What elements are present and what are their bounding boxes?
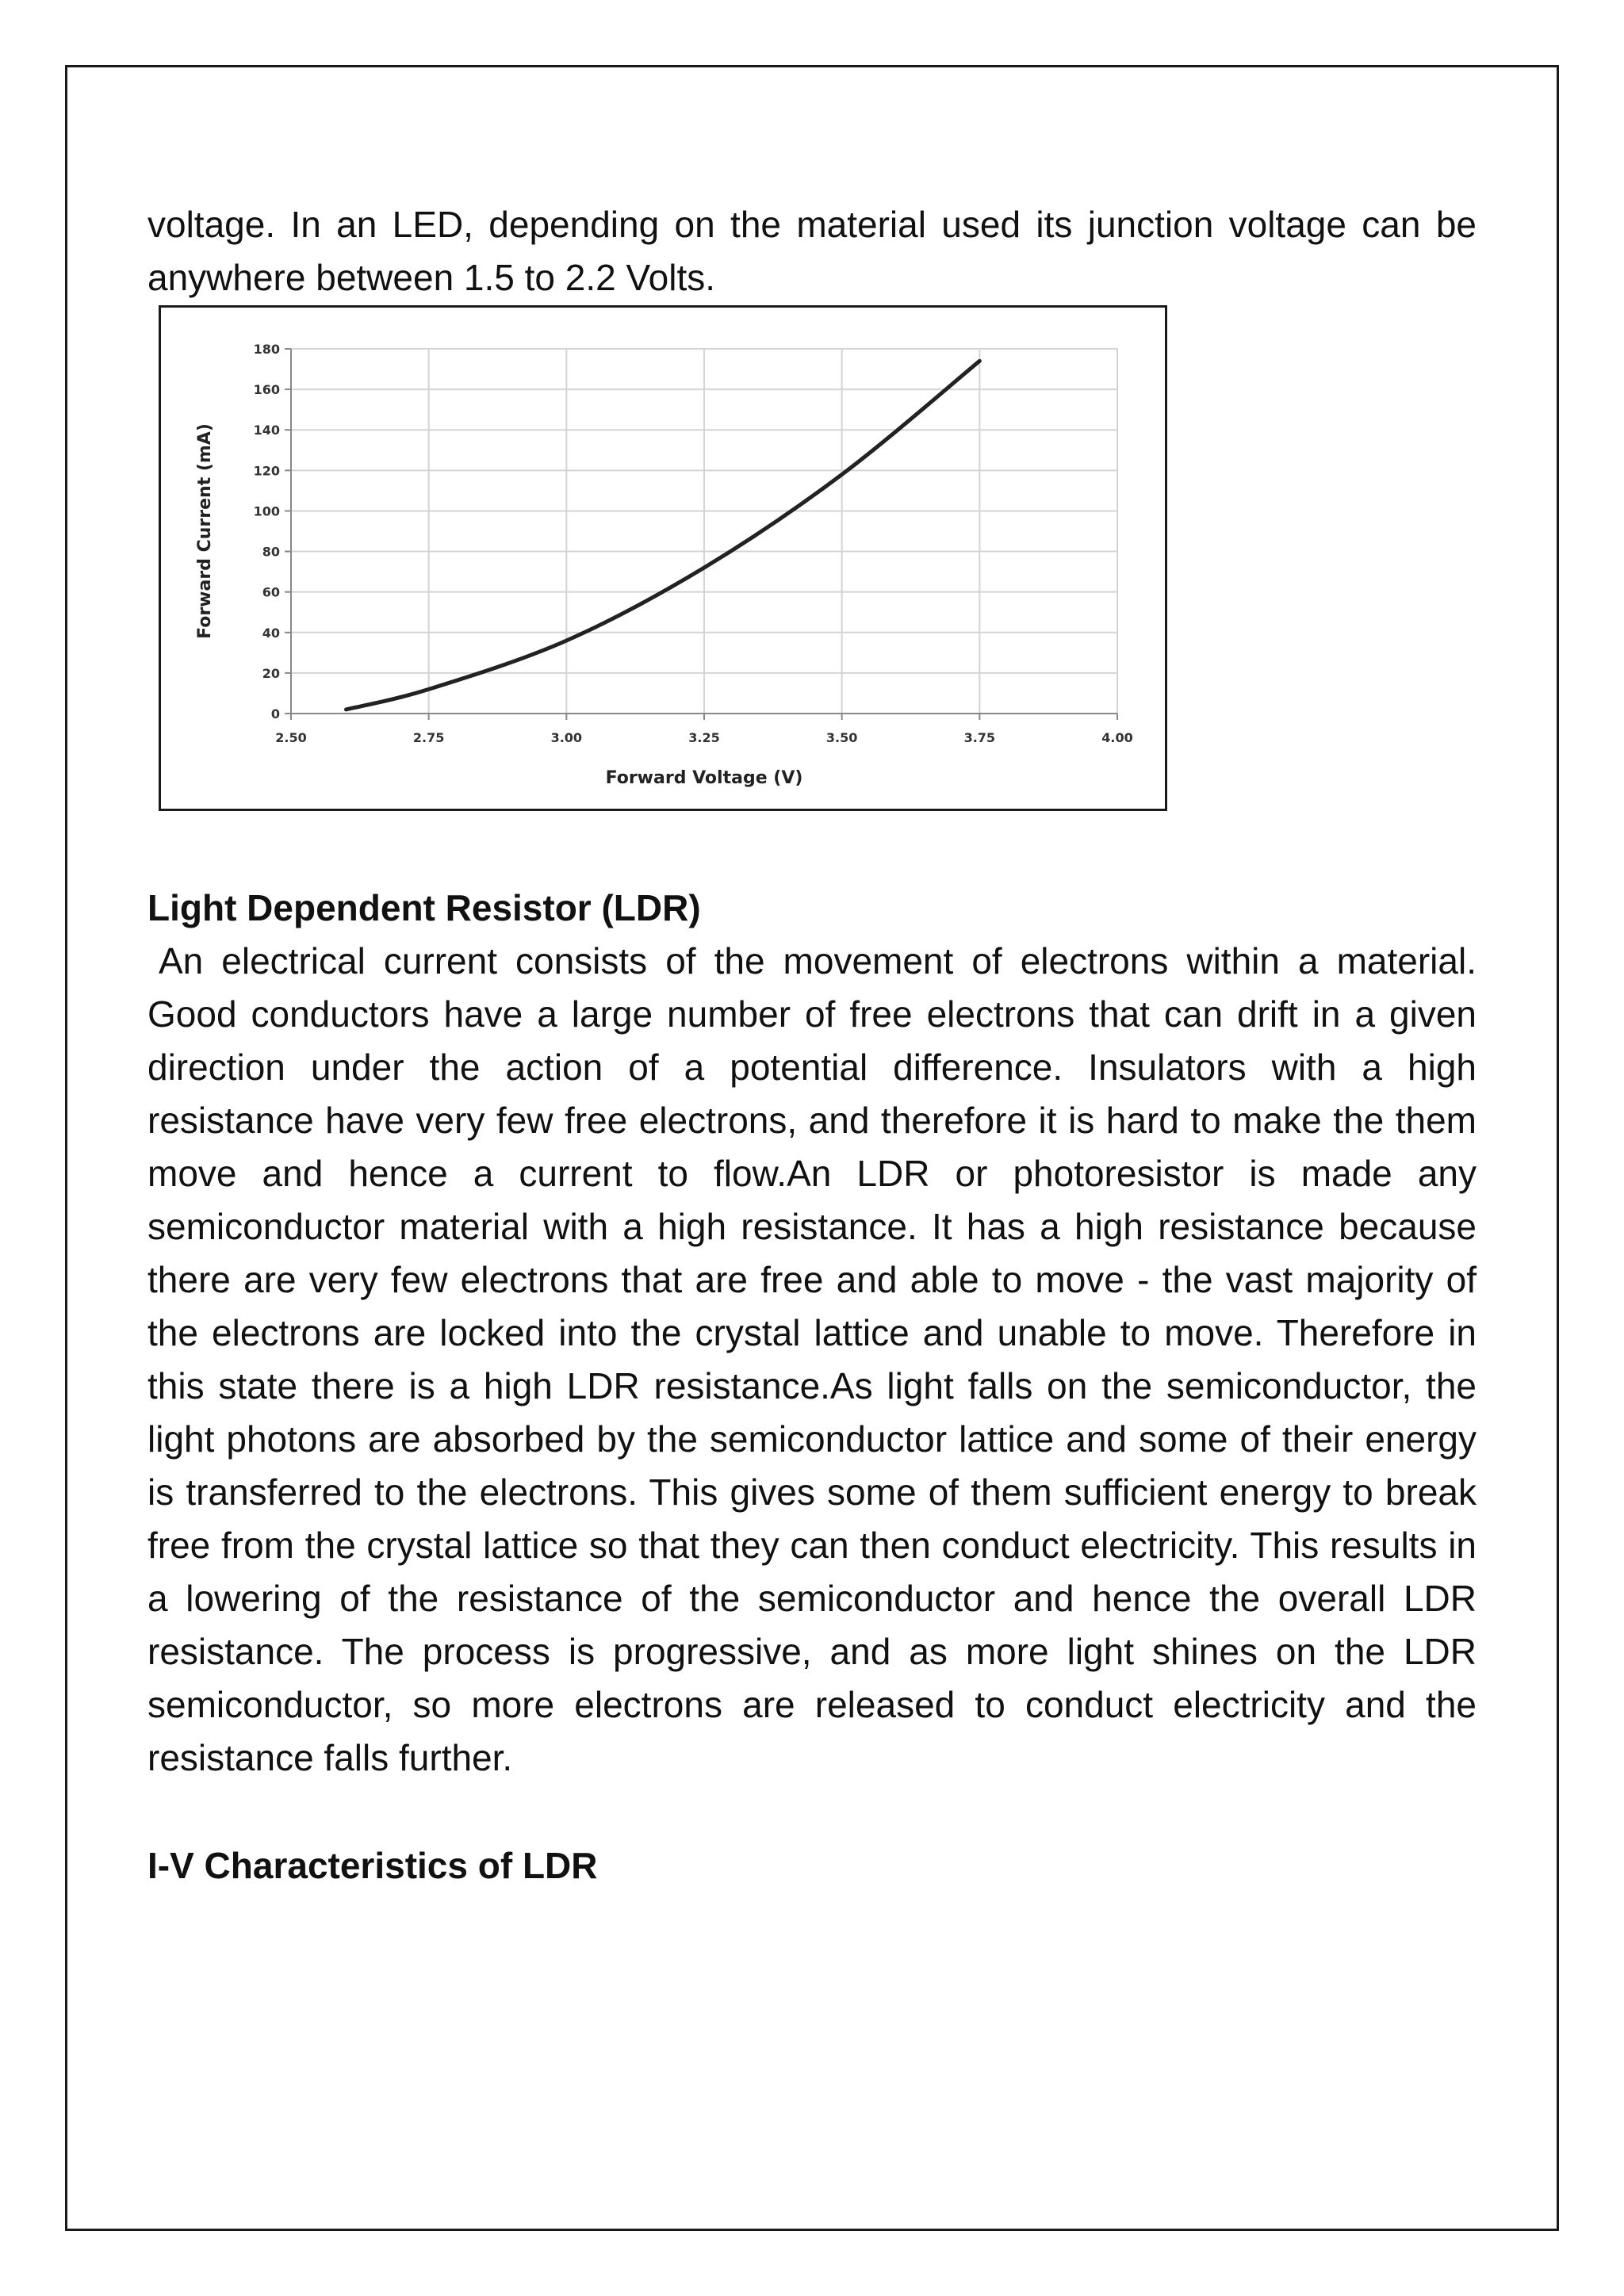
y-tick-label: 140 xyxy=(253,423,280,438)
y-tick-label: 0 xyxy=(270,706,280,721)
x-tick-label: 3.00 xyxy=(550,730,583,745)
x-tick-label: 4.00 xyxy=(1101,730,1133,745)
x-axis-title: Forward Voltage (V) xyxy=(605,768,803,788)
section-heading-ldr: Light Dependent Resistor (LDR) xyxy=(147,887,701,928)
y-tick-label: 160 xyxy=(253,382,280,398)
intro-paragraph: voltage. In an LED, depending on the material used its junction voltage can be anywhere between 1.5 to 2.2 Volts. xyxy=(147,204,1477,298)
y-tick-label: 100 xyxy=(253,503,280,519)
x-tick-label: 2.50 xyxy=(275,730,307,745)
x-tick-label: 3.50 xyxy=(825,730,858,745)
chart-svg xyxy=(161,308,1165,809)
x-tick-label: 3.25 xyxy=(688,730,720,745)
led-iv-chart xyxy=(159,305,1167,811)
ldr-body-paragraph: An electrical current consists of the movement of electrons within a material. Good conductors have a large number of free electrons that can drift in a given direction under the action of a potential difference. Insulators with a high resistance have very few free electrons, and therefore it is hard to make the them move and hence a current to flow.An LDR or photoresistor is made any semiconductor material with a high resistance. It has a high resistance because there are very few electrons that are free and able to move - the vast majority of the electrons are locked into the crystal lattice and unable to move. Therefore in this state there is a high LDR resistance.As light falls on the semiconductor, the light photons are absorbed by the semiconductor lattice and some of their energy is transferred to the electrons. This gives some of them sufficient energy to break free from the crystal lattice so that they can then conduct electricity. This results in a lowering of the resistance of the semiconductor and hence the overall LDR resistance. The process is progressive, and as more light shines on the LDR semiconductor, so more electrons are released to conduct electricity and the resistance falls further. xyxy=(147,940,1477,1778)
x-tick-label: 3.75 xyxy=(963,730,996,745)
y-tick-label: 80 xyxy=(262,544,280,560)
series-line xyxy=(346,361,979,710)
x-tick-label: 2.75 xyxy=(412,730,445,745)
subheading-iv-characteristics: I-V Characteristics of LDR xyxy=(147,1845,598,1886)
y-axis-title: Forward Current (mA) xyxy=(195,423,215,639)
y-tick-label: 120 xyxy=(253,463,280,479)
y-tick-label: 20 xyxy=(262,665,280,681)
y-tick-label: 180 xyxy=(253,342,280,357)
y-tick-label: 60 xyxy=(262,584,280,600)
y-tick-label: 40 xyxy=(262,625,280,641)
